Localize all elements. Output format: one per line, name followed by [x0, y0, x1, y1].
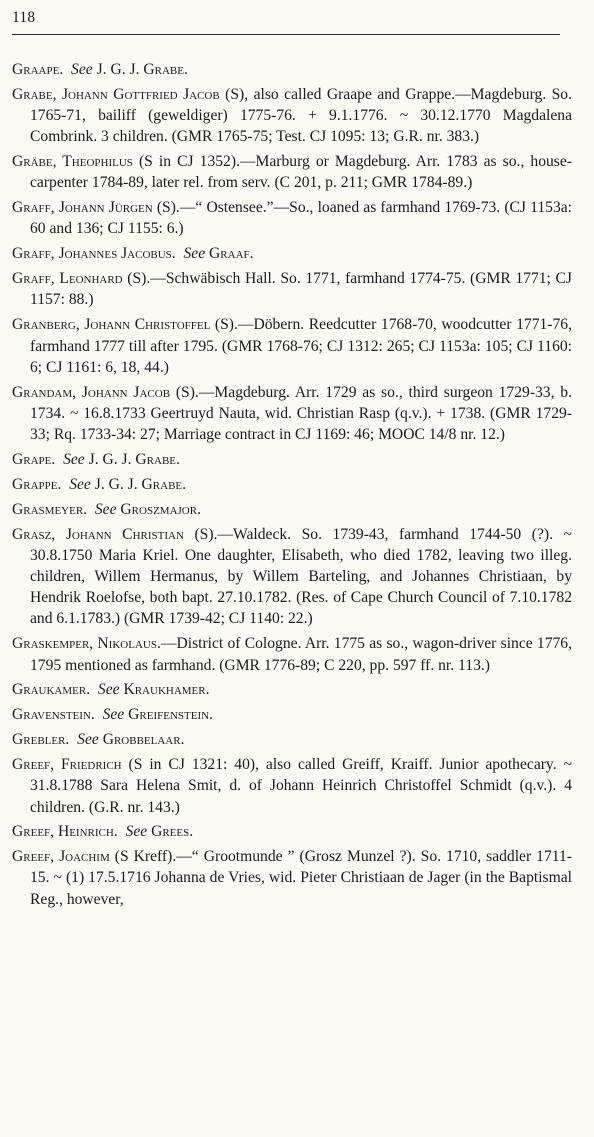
cross-reference-entry	[12, 243, 572, 264]
biographical-entry	[12, 754, 572, 818]
entry-headword: Graff, Leonhard	[12, 270, 123, 288]
entry-headword: Gravenstein.	[12, 706, 95, 724]
entry-headword: Gräbe, Theophilus	[12, 153, 133, 171]
see-label: See	[125, 823, 148, 841]
biographical-entry	[12, 197, 572, 239]
entry-headword: Granberg, Johann Christoffel	[12, 316, 211, 334]
cross-reference-entry	[12, 59, 572, 80]
entry-headword: Grandam, Johann Jacob	[12, 383, 171, 401]
see-target: J. G. J. Grabe.	[88, 450, 180, 468]
biographical-entry	[12, 84, 572, 148]
see-target: Grobbelaar.	[102, 731, 185, 749]
see-label: See	[94, 500, 117, 518]
header-rule	[12, 34, 560, 35]
entry-headword: Greef, Joachim	[12, 848, 110, 866]
see-target: Groszmajor.	[120, 500, 201, 518]
entry-headword: Grasz, Johann Christian	[12, 525, 184, 543]
entry-text: (S).—“ Ostensee.”—So., loaned as farmhand 1769-73. (CJ 1153a: 60 and 136; CJ 1155: 6.)	[30, 199, 572, 238]
see-target: Grees.	[151, 823, 194, 841]
biographical-entry	[12, 268, 572, 310]
biographical-entry	[12, 633, 572, 675]
see-target: Greifenstein.	[128, 706, 213, 724]
see-label: See	[77, 731, 99, 749]
biographical-entry	[12, 151, 572, 193]
entry-headword: Greef, Heinrich.	[12, 823, 118, 841]
entry-headword: Graff, Johann Jürgen	[12, 199, 153, 217]
biographical-entry	[12, 314, 572, 378]
entry-headword: Graskemper, Nikolaus.	[12, 635, 161, 653]
see-target: Kraukhamer.	[123, 681, 210, 699]
biographical-entry	[12, 524, 572, 630]
see-label: See	[102, 706, 125, 724]
see-label: See	[183, 245, 206, 263]
see-label: See	[63, 450, 85, 468]
entry-headword: Graff, Johannes Jacobus.	[12, 245, 176, 263]
entry-text: (S).—Schwäbisch Hall. So. 1771, farmhand 1774-75. (GMR 1771; CJ 1157: 88.)	[30, 270, 573, 309]
see-label: See	[69, 475, 91, 493]
entry-text: (S Kreff).—“ Grootmunde ” (Grosz Munzel ?). So. 1710, saddler 1711-15. ~ (1) 17.5.1716 Johanna de Vries, wid. Pieter Christiaan de Jager (in the Baptismal Reg., however,	[30, 848, 572, 908]
entry-headword: Grebler.	[12, 731, 70, 749]
see-label: See	[71, 61, 93, 78]
entry-headword: Grape.	[12, 450, 56, 468]
entry-text: (S).—Döbern. Reedcutter 1768-70, woodcutter 1771-76, farmhand 1777 till after 1795. (GMR 1768-76; CJ 1312: 265; CJ 1153a: 105; CJ 1160: 6; CJ 1161: 6, 18, 44.)	[30, 316, 572, 376]
entry-text: (S).—Magdeburg. Arr. 1729 as so., third surgeon 1729-33, b. 1734. ~ 16.8.1733 Geertruyd Nauta, wid. Christian Rasp (q.v.). + 1738. (GMR 1729-33; Rq. 1733-34: 27; Marriage contract in CJ 1169: 46; MOOC 14/8 nr. 12.)	[30, 383, 572, 444]
see-target: Graaf.	[209, 245, 254, 263]
entry-headword: Graape.	[12, 61, 64, 78]
entry-headword: Grappe.	[12, 475, 62, 493]
entry-text: —District of Cologne. Arr. 1775 as so., wagon-driver since 1776, 1795 mentioned as farmhand. (GMR 1776-89; C 220, pp. 597 ff. nr. 113.)	[30, 635, 572, 674]
entry-text: (S in CJ 1352).—Marburg or Magdeburg. Arr. 1783 as so., house-carpenter 1784-89, later rel. from serv. (C 201, p. 211; GMR 1784-89.)	[30, 153, 572, 192]
biographical-entry	[12, 382, 572, 446]
see-target: J. G. J. Grabe.	[96, 61, 188, 78]
entry-headword: Greef, Friedrich	[12, 756, 122, 774]
entry-headword: Grasmeyer.	[12, 500, 88, 518]
cross-reference-entry	[12, 704, 572, 725]
cross-reference-entry	[12, 679, 572, 700]
entry-headword: Grabe, Johann Gottfried Jacob	[12, 85, 220, 103]
entry-text: (S), also called Graape and Grappe.—Magdeburg. So. 1765-71, bailiff (geweldiger) 1775-76. + 9.1.1776. ~ 30.12.1770 Magdalena Combrink. 3 children. (GMR 1765-75; Test. CJ 1095: 13; G.R. nr. 383.)	[30, 85, 572, 146]
page-number: 118	[12, 9, 36, 26]
biographical-entry	[12, 846, 572, 910]
cross-reference-entry	[12, 474, 572, 495]
cross-reference-entry	[12, 729, 572, 750]
entry-text: (S in CJ 1321: 40), also called Greiff, Kraiff. Junior apothecary. ~ 31.8.1788 Sara Helena Smit, d. of Johann Heinrich Christoffel Schmidt (q.v.). 4 children. (G.R. nr. 143.)	[30, 756, 572, 816]
cross-reference-entry	[12, 821, 572, 842]
entry-text: (S).—Waldeck. So. 1739-43, farmhand 1744-50 (?). ~ 30.8.1750 Maria Kriel. One daughter, Elisabeth, who died 1782, leaving two illeg. children, Willem Hermanus, by Willem Barteling, and Johannes Christiaan, by Hendrik Roelofse, both bapt. 27.10.1782. (Res. of Cape Church Council of 7.10.1782 and 6.1.1783.) (GMR 1739-42; CJ 1140: 22.)	[30, 525, 572, 628]
cross-reference-entry	[12, 449, 572, 470]
cross-reference-entry	[12, 499, 572, 520]
see-target: J. G. J. Grabe.	[94, 475, 187, 493]
entry-headword: Graukamer.	[12, 681, 91, 699]
entry-list	[12, 59, 572, 914]
see-label: See	[97, 681, 120, 699]
